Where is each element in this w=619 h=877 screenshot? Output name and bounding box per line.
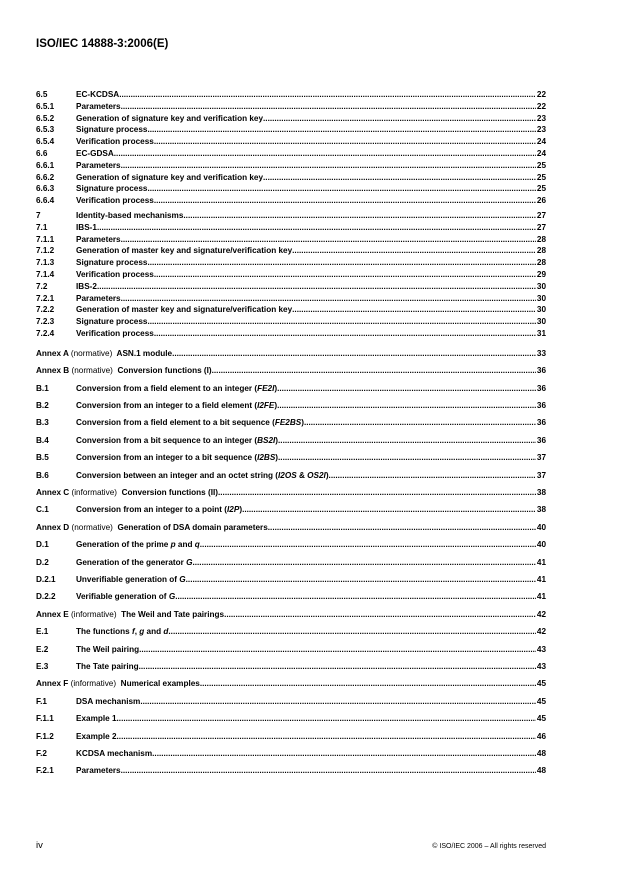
toc-entry-f1.1[interactable]: F.1.1 Example 1 ..... 45 — [36, 710, 546, 727]
toc-entry-f2[interactable]: F.2 KCDSA mechanism ..... 48 — [36, 745, 546, 762]
toc-entry-6.6.3[interactable]: 6.6.3 Signature process ..... 25 — [36, 183, 546, 195]
toc-entry-d2.1[interactable]: D.2.1 Unverifiable generation of G ..... 41 — [36, 571, 546, 588]
toc-annex-a[interactable]: Annex A (normative) ASN.1 module ..... 33 — [36, 345, 546, 362]
toc-entry-7.1.3[interactable]: 7.1.3 Signature process ..... 28 — [36, 257, 546, 269]
toc-entry-7.1.1[interactable]: 7.1.1 Parameters ..... 28 — [36, 234, 546, 246]
toc-entry-e3[interactable]: E.3 The Tate pairing ..... 43 — [36, 658, 546, 675]
toc-entry-d2[interactable]: D.2 Generation of the generator G ..... 41 — [36, 554, 546, 571]
toc-annex-b[interactable]: Annex B (normative) Conversion functions (I) ..... 36 — [36, 362, 546, 379]
toc-entry-b2[interactable]: B.2 Conversion from an integer to a field element (I2FE) ..... 36 — [36, 397, 546, 414]
toc-entry-7.2[interactable]: 7.2 IBS-2 ..... 30 — [36, 281, 546, 293]
toc-annex-c[interactable]: Annex C (informative) Conversion functions (II) ..... 38 — [36, 484, 546, 501]
toc-entry-7.1[interactable]: 7.1 IBS-1 ..... 27 — [36, 222, 546, 234]
table-of-contents — [36, 89, 546, 780]
toc-entry-b1[interactable]: B.1 Conversion from a field element to an integer (FE2I) ..... 36 — [36, 380, 546, 397]
page-number: iv — [36, 840, 43, 851]
toc-group-7 — [36, 210, 546, 340]
toc-entry-e2[interactable]: E.2 The Weil pairing ..... 43 — [36, 641, 546, 658]
toc-entry-c1[interactable]: C.1 Conversion from an integer to a point (I2P) ..... 38 — [36, 501, 546, 518]
toc-entry-7.2.4[interactable]: 7.2.4 Verification process ..... 31 — [36, 328, 546, 340]
toc-entry-7.2.3[interactable]: 7.2.3 Signature process ..... 30 — [36, 316, 546, 328]
toc-entry-6.6[interactable]: 6.6 EC-GDSA ..... 24 — [36, 148, 546, 160]
toc-entry-6.6.2[interactable]: 6.6.2 Generation of signature key and verification key ..... 25 — [36, 172, 546, 184]
toc-annex-f[interactable]: Annex F (informative) Numerical examples ..... 45 — [36, 675, 546, 692]
toc-annex-e[interactable]: Annex E (informative) The Weil and Tate pairings ..... 42 — [36, 606, 546, 623]
toc-entry-7.1.4[interactable]: 7.1.4 Verification process ..... 29 — [36, 269, 546, 281]
toc-entry-b5[interactable]: B.5 Conversion from an integer to a bit sequence (I2BS) ..... 37 — [36, 449, 546, 466]
toc-entry-6.5.2[interactable]: 6.5.2 Generation of signature key and verification key ..... 23 — [36, 113, 546, 125]
toc-entry-b3[interactable]: B.3 Conversion from a field element to a bit sequence (FE2BS) ..... 36 — [36, 414, 546, 431]
toc-entry-e1[interactable]: E.1 The functions f, g and d ..... 42 — [36, 623, 546, 640]
toc-entry-7[interactable]: 7 Identity-based mechanisms ..... 27 — [36, 210, 546, 222]
toc-entry-f1.2[interactable]: F.1.2 Example 2 ..... 46 — [36, 728, 546, 745]
toc-entry-b4[interactable]: B.4 Conversion from a bit sequence to an integer (BS2I) ..... 36 — [36, 432, 546, 449]
toc-entry-d1[interactable]: D.1 Generation of the prime p and q. ..... 40 — [36, 536, 546, 553]
toc-entry-7.1.2[interactable]: 7.1.2 Generation of master key and signature/verification key ..... 28 — [36, 245, 546, 257]
toc-entry-7.2.2[interactable]: 7.2.2 Generation of master key and signature/verification key ..... 30 — [36, 304, 546, 316]
toc-entry-6.5[interactable]: 6.5 EC-KCDSA ..... 22 — [36, 89, 546, 101]
toc-entry-b6[interactable]: B.6 Conversion between an integer and an octet string (I2OS & OS2I) ..... 37 — [36, 467, 546, 484]
toc-entry-6.6.4[interactable]: 6.6.4 Verification process ..... 26 — [36, 195, 546, 207]
copyright-notice: © ISO/IEC 2006 – All rights reserved — [432, 843, 546, 850]
toc-entry-6.6.1[interactable]: 6.6.1 Parameters ..... 25 — [36, 160, 546, 172]
toc-entry-f2.1[interactable]: F.2.1 Parameters ..... 48 — [36, 762, 546, 779]
toc-annex-d[interactable]: Annex D (normative) Generation of DSA domain parameters ..... 40 — [36, 519, 546, 536]
toc-entry-f1[interactable]: F.1 DSA mechanism ..... 45 — [36, 693, 546, 710]
toc-entry-7.2.1[interactable]: 7.2.1 Parameters ..... 30 — [36, 293, 546, 305]
document-id-header: ISO/IEC 14888-3:2006(E) — [36, 38, 169, 50]
toc-entry-d2.2[interactable]: D.2.2 Verifiable generation of G ..... 41 — [36, 588, 546, 605]
toc-group-6 — [36, 89, 546, 207]
toc-entry-6.5.3[interactable]: 6.5.3 Signature process ..... 23 — [36, 124, 546, 136]
toc-entry-6.5.1[interactable]: 6.5.1 Parameters ..... 22 — [36, 101, 546, 113]
toc-annexes — [36, 345, 546, 780]
toc-entry-6.5.4[interactable]: 6.5.4 Verification process ..... 24 — [36, 136, 546, 148]
